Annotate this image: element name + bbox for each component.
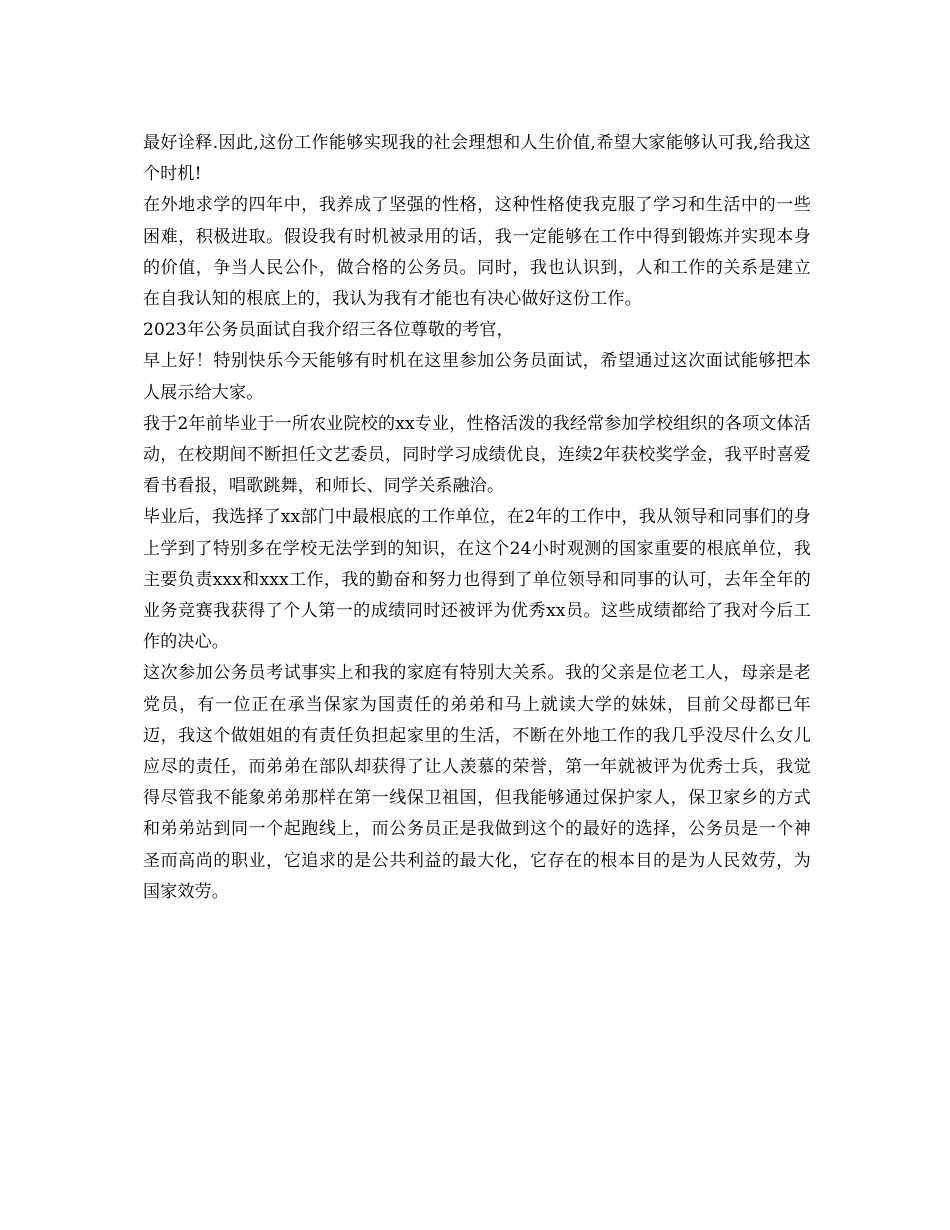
paragraph-3-heading: 2023年公务员面试自我介绍三各位尊敬的考官， — [143, 320, 514, 341]
paragraph-2: 在外地求学的四年中，我养成了坚强的性格，这种性格使我克服了学习和生活中的一些困难，积极进取。假设我有时机被录用的话，我一定能够在工作中得到锻炼并实现本身的价值，争当人民公仆，做合格的公务员。同时，我也认识到，人和工作的关系是建立在自我认知的根底上的，我认为我有才能也有决心做好这份工作。 — [143, 195, 811, 310]
paragraph-7: 这次参加公务员考试事实上和我的家庭有特别大关系。我的父亲是位老工人，母亲是老党员，有一位正在承当保家为国责任的弟弟和马上就读大学的妹妹，目前父母都已年迈，我这个做姐姐的有责任负担起家里的生活，不断在外地工作的我几乎没尽什么女儿应尽的责任，而弟弟在部队却获得了让人羡慕的荣誉，第一年就被评为优秀士兵，我觉得尽管我不能象弟弟那样在第一线保卫祖国，但我能够通过保护家人，保卫家乡的方式和弟弟站到同一个起跑线上，而公务员正是我做到这个的最好的选择，公务员是一个神圣而高尚的职业，它追求的是公共利益的最大化，它存在的根本目的是为人民效劳，为国家效劳。 — [143, 663, 811, 902]
paragraph-1: 最好诠释.因此,这份工作能够实现我的社会理想和人生价值,希望大家能够认可我,给我这个时机! — [143, 133, 811, 185]
document-body — [143, 128, 811, 908]
paragraph-6: 毕业后，我选择了xx部门中最根底的工作单位，在2年的工作中，我从领导和同事们的身上学到了特别多在学校无法学到的知识，在这个24小时观测的国家重要的根底单位，我主要负责xxx和xxx工作，我的勤奋和努力也得到了单位领导和同事的认可，去年全年的业务竞赛我获得了个人第一的成绩同时还被评为优秀xx员。这些成绩都给了我对今后工作的决心。 — [143, 507, 811, 653]
paragraph-5: 我于2年前毕业于一所农业院校的xx专业，性格活泼的我经常参加学校组织的各项文体活动，在校期间不断担任文艺委员，同时学习成绩优良，连续2年获校奖学金，我平时喜爱看书看报，唱歌跳舞，和师长、同学关系融洽。 — [143, 413, 811, 497]
paragraph-4: 早上好！特别快乐今天能够有时机在这里参加公务员面试，希望通过这次面试能够把本人展示给大家。 — [143, 351, 811, 403]
